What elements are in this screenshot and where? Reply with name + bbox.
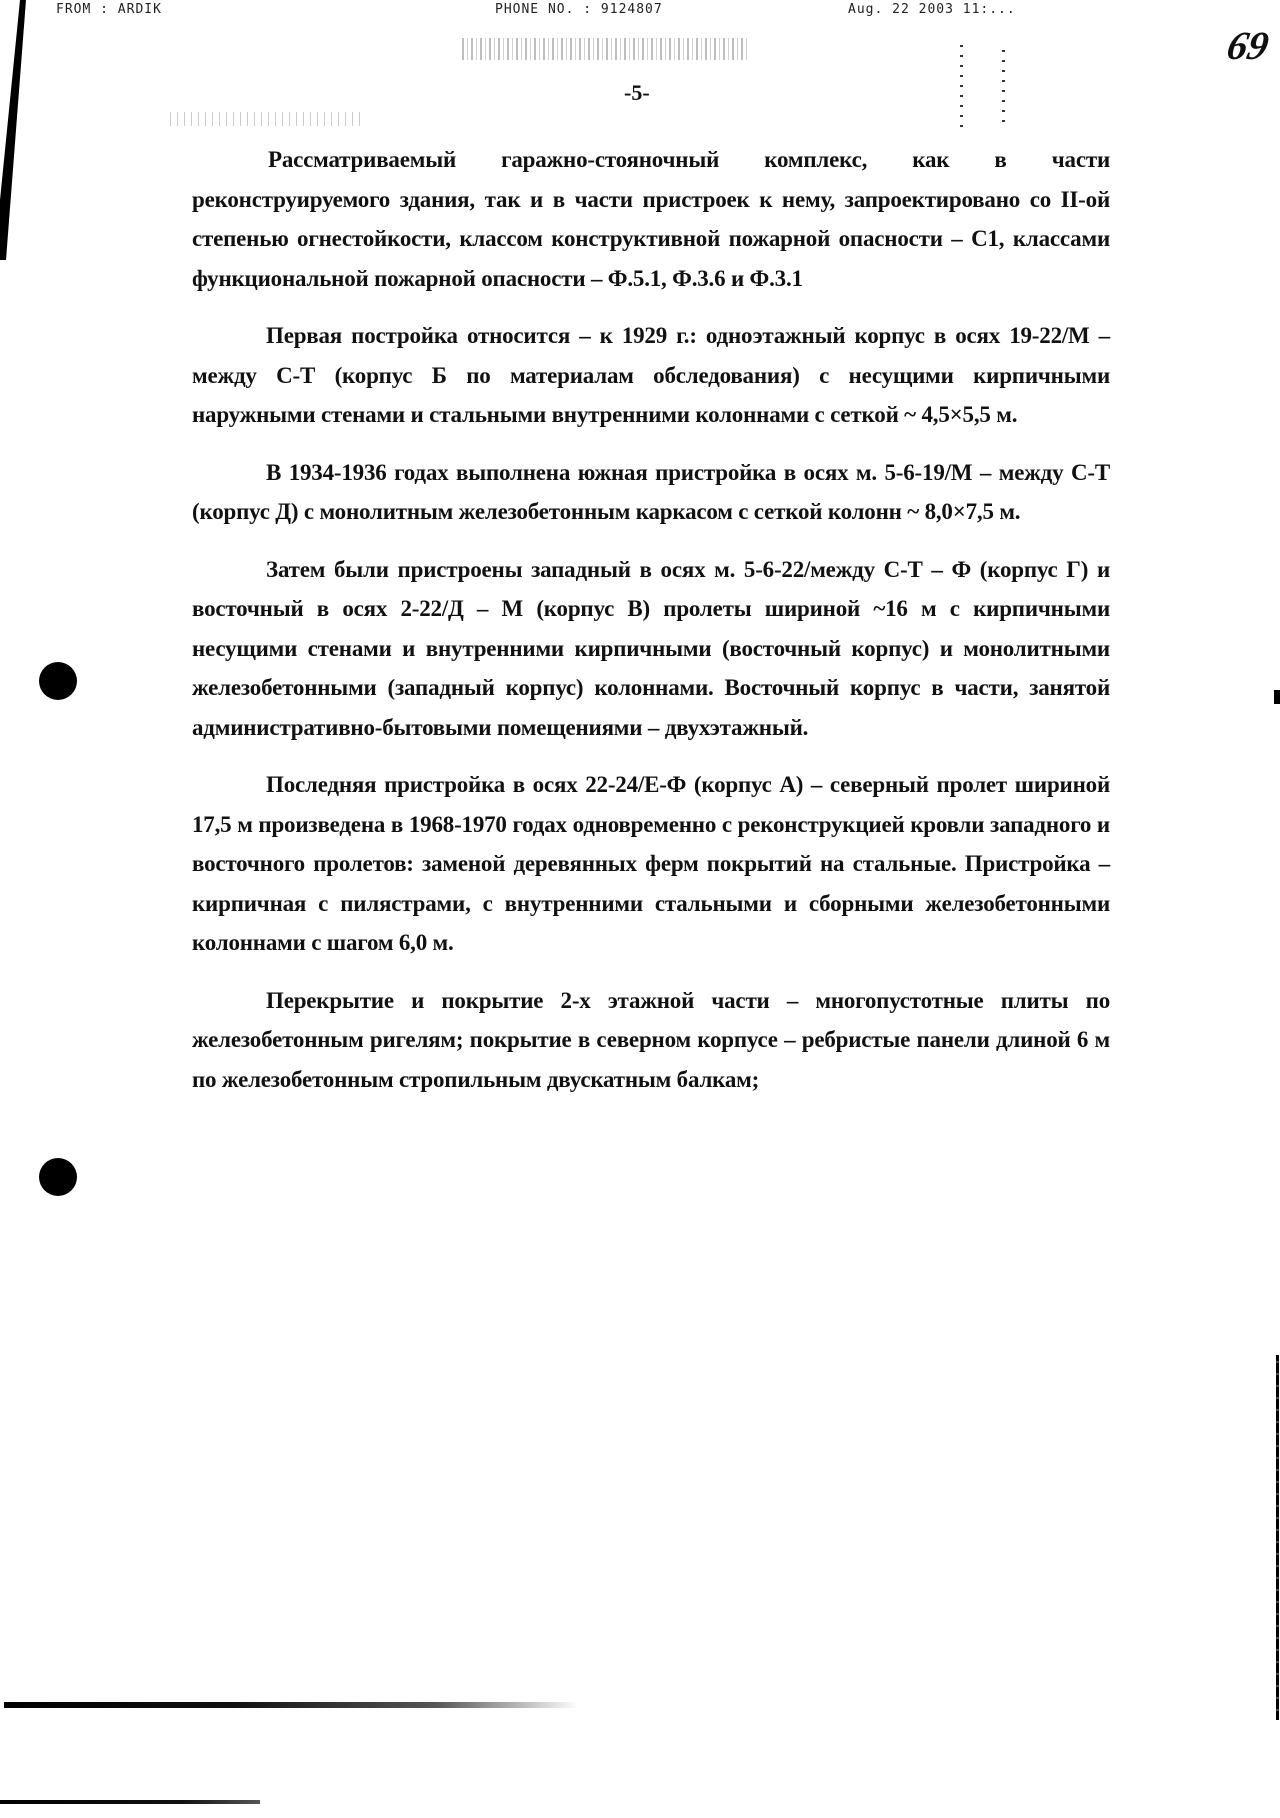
- fax-phone: PHONE NO. : 9124807: [495, 2, 663, 17]
- scan-noise: [170, 112, 360, 126]
- binder-hole-icon: [39, 1158, 77, 1196]
- scan-artifact-line: [960, 45, 963, 135]
- document-body: [192, 140, 1110, 1117]
- fax-date: Aug. 22 2003 11:...: [848, 2, 1016, 17]
- fax-header: [0, 0, 1280, 22]
- scan-edge-line: [4, 1702, 579, 1708]
- binder-hole-icon: [39, 662, 77, 700]
- scan-noise: [462, 38, 750, 60]
- scan-edge-line: [0, 1800, 260, 1804]
- paragraph: Рассматриваемый гаражно-стояночный комплекс, как в части реконструируемого здания, так и в части пристроек к нему, запроектировано со II-ой степенью огнестойкости, классом конструктивной пожарной опасности – С1, классами функциональной пожарной опасности – Ф.5.1, Ф.3.6 и Ф.3.1: [192, 147, 1110, 291]
- paragraph: Перекрытие и покрытие 2-х этажной части – многопустотные плиты по железобетонным ригелям; покрытие в северном корпусе – ребристые панели длиной 6 м по железобетонным стропильным двускатным балкам;: [192, 987, 1110, 1092]
- scan-edge-shadow: [0, 0, 60, 260]
- handwritten-page-number: 69: [1223, 23, 1273, 68]
- scan-mark: [1274, 690, 1280, 704]
- paragraph: Первая постройка относится – к 1929 г.: одноэтажный корпус в осях 19-22/М – между С-Т (корпус Б по материалам обследования) с несущими кирпичными наружными стенами и стальными внутренними колоннами с сеткой ~ 4,5×5,5 м.: [192, 323, 1110, 427]
- scan-edge-line: [1276, 1355, 1279, 1720]
- fax-sender: FROM : ARDIK: [56, 2, 162, 17]
- paragraph: В 1934-1936 годах выполнена южная пристройка в осях м. 5-6-19/М – между С-Т (корпус Д) с монолитным железобетонным каркасом с сеткой колонн ~ 8,0×7,5 м.: [192, 459, 1110, 524]
- paragraph: Последняя пристройка в осях 22-24/Е-Ф (корпус А) – северный пролет шириной 17,5 м произведена в 1968-1970 годах одновременно с реконструкцией кровли западного и восточного пролетов: заменой деревянных ферм покрытий на стальные. Пристройка – кирпичная с пилястрами, с внутренними стальными и сборными железобетонными колоннами с шагом 6,0 м.: [192, 772, 1110, 955]
- paragraph: Затем были пристроены западный в осях м. 5-6-22/между С-Т – Ф (корпус Г) и восточный в осях 2-22/Д – М (корпус В) пролеты шириной ~16 м с кирпичными несущими стенами и внутренними кирпичными (восточный корпус) и монолитными железобетонными (западный корпус) колоннами. Восточный корпус в части, занятой административно-бытовыми помещениями – двухэтажный.: [192, 556, 1110, 740]
- scan-artifact-line: [1002, 50, 1005, 130]
- page-number: -5-: [624, 80, 650, 105]
